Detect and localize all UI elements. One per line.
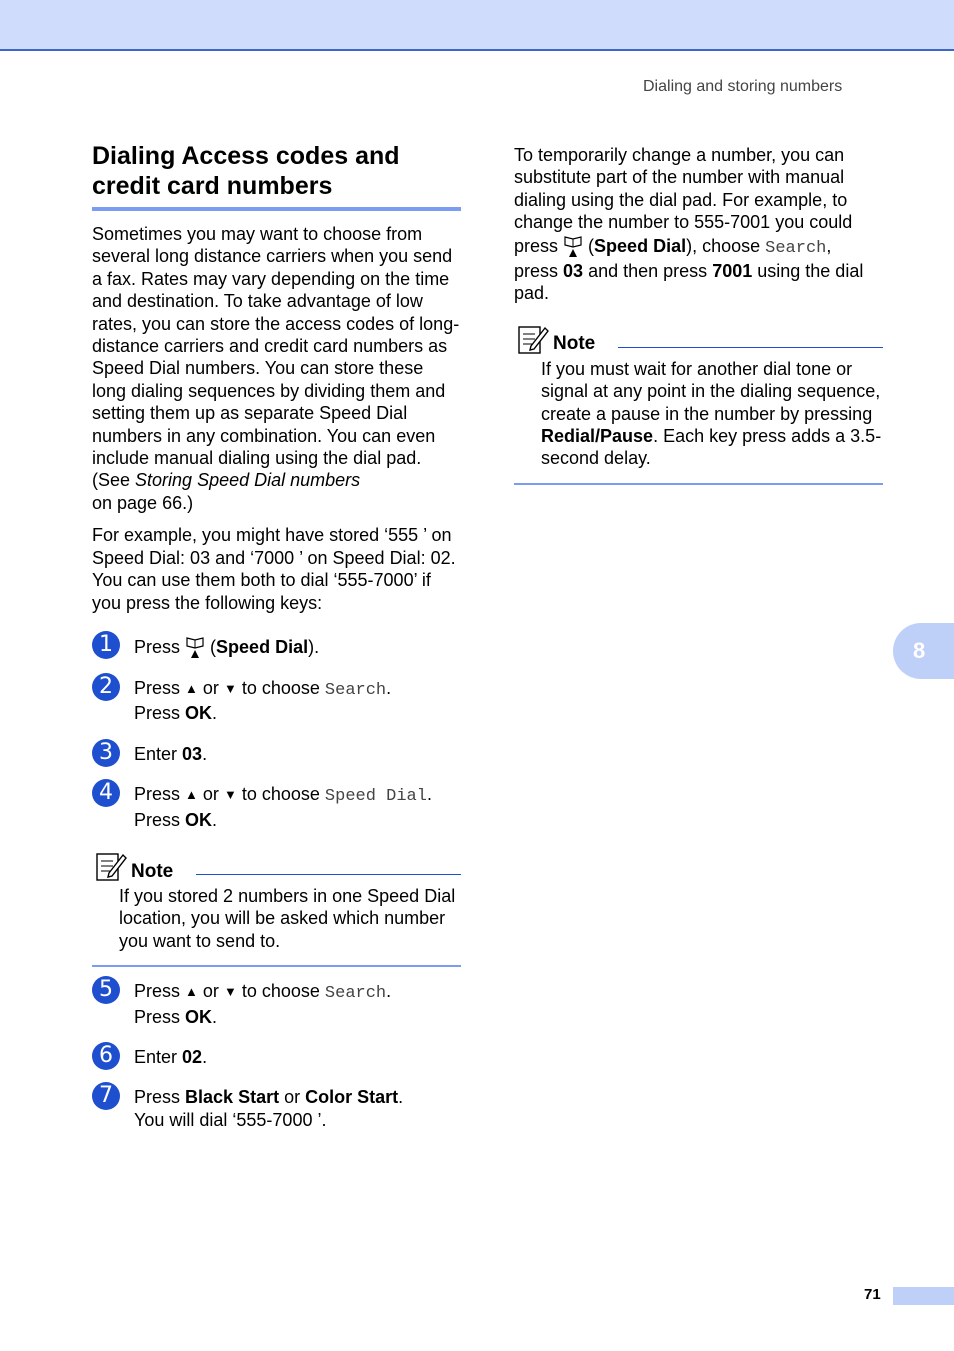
step-6 — [92, 1042, 461, 1068]
step-text: ( — [210, 636, 217, 657]
running-header: Dialing and storing numbers — [643, 78, 843, 95]
menu-option: Speed Dial — [324, 787, 427, 807]
key-label: 03 — [563, 261, 584, 282]
up-arrow-icon: ▲ — [185, 787, 198, 803]
key-label: 03 — [182, 743, 203, 764]
key-label: 7001 — [712, 261, 753, 282]
step-text: Enter — [134, 1046, 178, 1067]
para-text: To temporarily change a number, you can substitute part of the number with manual dialing using the dial pad. For example, to change the number to 555-7001 you could — [514, 145, 853, 233]
example-paragraph: For example, you might have stored ‘555 ’ on Speed Dial: 03 and ‘7000 ’ on Speed Dial: 02. You can use them both to dial ‘555-7000’ if you press the following keys: — [92, 525, 456, 613]
heading-line-1: Dialing Access codes and — [92, 142, 400, 170]
menu-option: Search — [324, 984, 387, 1004]
step-number-4: 4 — [92, 779, 120, 807]
right-column — [514, 144, 883, 485]
see-prefix: (See — [92, 470, 136, 491]
note-bottom-rule — [92, 965, 461, 967]
page-number-bar — [893, 1287, 954, 1305]
key-label: OK — [185, 1006, 213, 1027]
key-label: Redial/Pause — [541, 426, 654, 447]
note-box-right — [514, 322, 883, 485]
key-label: OK — [185, 809, 213, 830]
note-body — [514, 358, 883, 470]
speed-dial-icon — [185, 635, 205, 659]
step-1 — [92, 631, 461, 659]
para-text: ), choose — [686, 235, 761, 256]
see-suffix: on page 66.) — [92, 492, 194, 513]
step-number-6: 6 — [92, 1042, 120, 1070]
heading-line-2: credit card numbers — [92, 172, 333, 200]
note-body: If you stored 2 numbers in one Speed Dial location, you will be asked which number you want to send to. — [119, 885, 456, 951]
para-text: ( — [588, 235, 595, 256]
step-2 — [92, 673, 461, 725]
para-text: and then press — [588, 261, 708, 282]
note-header — [92, 849, 461, 883]
key-label: Black Start — [185, 1087, 280, 1108]
step-text: or — [284, 1087, 301, 1108]
step-text: Press — [134, 1006, 181, 1027]
key-label: Speed Dial — [216, 636, 309, 657]
para-text: press — [514, 235, 559, 256]
step-number-1: 1 — [92, 631, 120, 659]
up-arrow-icon: ▲ — [185, 984, 198, 1000]
step-text: . — [212, 809, 218, 830]
note-box — [92, 849, 461, 967]
down-arrow-icon: ▼ — [223, 984, 237, 1000]
step-text: Press — [134, 784, 181, 805]
step-text: Press — [134, 981, 181, 1002]
speed-dial-icon — [563, 234, 583, 258]
step-7 — [92, 1083, 461, 1131]
para-text: press — [514, 261, 559, 282]
step-text: or — [202, 677, 219, 698]
see-reference: Storing Speed Dial numbers — [135, 470, 361, 491]
step-text: Press — [134, 677, 181, 698]
step-text: . — [386, 981, 392, 1002]
intro-paragraph — [92, 223, 461, 514]
step-text: Press — [134, 703, 181, 724]
step-5 — [92, 977, 461, 1028]
step-number-5: 5 — [92, 976, 120, 1004]
para-text: , — [826, 235, 832, 256]
menu-option: Search — [765, 238, 827, 258]
note-header — [514, 322, 883, 356]
note-text: If you must wait for another dial tone or signal at any point in the dialing sequence, create a pause in the number by pressing — [541, 358, 881, 424]
step-text: ). — [308, 636, 320, 657]
left-column — [92, 141, 461, 1149]
key-label: Speed Dial — [594, 235, 687, 256]
note-text: . Each key press adds a 3.5-second delay. — [541, 426, 882, 469]
step-text: . — [202, 1046, 208, 1067]
step-text: Enter — [134, 743, 178, 764]
step-text: . — [426, 784, 432, 805]
step-text: You will dial ‘555-7000 ’. — [134, 1109, 327, 1130]
note-icon — [95, 851, 127, 883]
note-rule — [196, 874, 461, 875]
temporary-change-paragraph — [514, 144, 883, 305]
step-text: . — [386, 677, 392, 698]
step-text: or — [202, 981, 219, 1002]
para-text: using the dial pad. — [514, 261, 864, 304]
note-title: Note — [553, 333, 596, 355]
step-text: Press — [134, 1087, 181, 1108]
note-title: Note — [131, 860, 174, 882]
key-label: Color Start — [305, 1087, 399, 1108]
key-label: OK — [185, 703, 213, 724]
step-text: . — [212, 1006, 218, 1027]
chapter-tab: 8 — [893, 623, 954, 679]
step-text: Press — [134, 809, 181, 830]
step-number-7: 7 — [92, 1082, 120, 1110]
down-arrow-icon: ▼ — [223, 787, 237, 803]
steps-list — [92, 631, 461, 1131]
note-bottom-rule — [514, 483, 883, 485]
step-text: to choose — [241, 677, 320, 698]
down-arrow-icon: ▼ — [223, 680, 237, 696]
step-text: to choose — [241, 784, 320, 805]
intro-text: Sometimes you may want to choose from several long distance carriers when you send a fax. Rates may vary depending on the time and destination. To take advantage of low rates, you can store the access codes of long-distance carriers and credit card numbers as Speed Dial numbers. You can store these long dialing sequences by dividing them and setting them up as separate Speed Dial numbers in any combination. You can even include manual dialing using the dial pad. — [92, 224, 460, 469]
page-number: 71 — [864, 1286, 881, 1303]
step-4 — [92, 780, 461, 831]
step-text: or — [202, 784, 219, 805]
menu-option: Search — [324, 680, 387, 700]
step-text: Press — [134, 636, 181, 657]
note-icon — [517, 324, 549, 356]
step-3 — [92, 739, 461, 765]
step-text: . — [202, 743, 208, 764]
step-number-2: 2 — [92, 673, 120, 701]
step-number-3: 3 — [92, 739, 120, 767]
note-rule — [618, 347, 883, 348]
step-text: to choose — [241, 981, 320, 1002]
up-arrow-icon: ▲ — [185, 680, 198, 696]
step-text: . — [398, 1087, 404, 1108]
key-label: 02 — [182, 1046, 203, 1067]
step-text: . — [212, 703, 218, 724]
section-heading — [92, 141, 461, 211]
top-band — [0, 0, 954, 51]
